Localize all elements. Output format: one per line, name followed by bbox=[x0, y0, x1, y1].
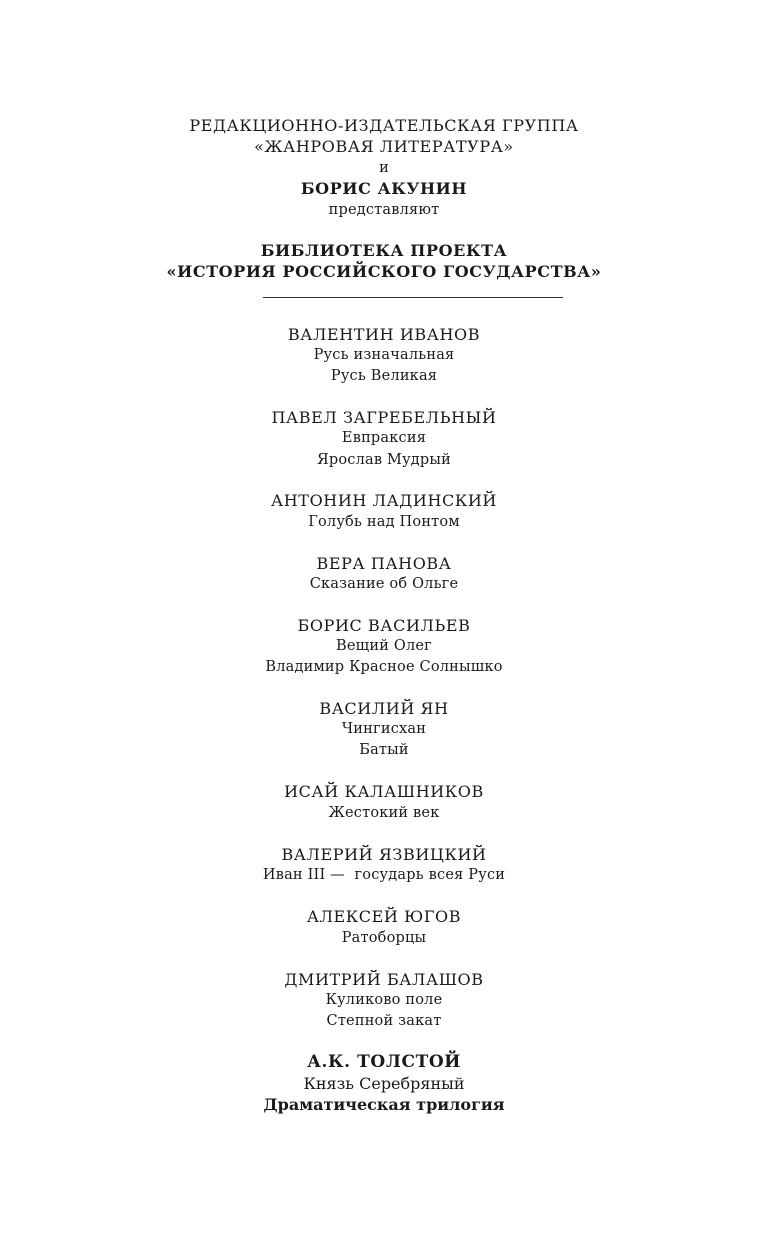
divider-rule bbox=[263, 297, 563, 298]
book-title: Ярослав Мудрый bbox=[316, 452, 452, 468]
book-title: Куликово поле bbox=[325, 992, 443, 1008]
book-title: Евпраксия bbox=[341, 430, 427, 446]
author-name: ДМИТРИЙ БАЛАШОВ bbox=[284, 970, 484, 989]
book-title: Степной закат bbox=[326, 1013, 442, 1029]
publisher-name-line2: «ЖАНРОВАЯ ЛИТЕРАТУРА» bbox=[254, 137, 514, 156]
author-name: БОРИС ВАСИЛЬЕВ bbox=[297, 616, 471, 635]
author-name: ВАЛЕРИЙ ЯЗВИЦКИЙ bbox=[281, 845, 487, 864]
featured-book-subtitle: Драматическая трилогия bbox=[263, 1095, 505, 1114]
library-title-line1: БИБЛИОТЕКА ПРОЕКТА bbox=[260, 241, 508, 260]
author-name: ВАСИЛИЙ ЯН bbox=[319, 699, 449, 718]
book-title: Ратоборцы bbox=[341, 930, 427, 946]
book-title: Русь Великая bbox=[330, 368, 438, 384]
author-name: АНТОНИН ЛАДИНСКИЙ bbox=[271, 491, 497, 510]
book-title: Иван III — государь всея Руси bbox=[262, 867, 506, 883]
book-title: Сказание об Ольге bbox=[309, 576, 459, 592]
book-title: Голубь над Понтом bbox=[308, 514, 460, 530]
book-title: Жестокий век bbox=[328, 805, 440, 821]
book-title: Вещий Олег bbox=[336, 638, 432, 654]
presenter-name: БОРИС АКУНИН bbox=[300, 179, 468, 198]
library-title-line2: «ИСТОРИЯ РОССИЙСКОГО ГОСУДАРСТВА» bbox=[166, 262, 602, 281]
featured-book-title: Князь Серебряный bbox=[303, 1074, 465, 1093]
book-title: Чингисхан bbox=[341, 721, 427, 737]
author-name: ВАЛЕНТИН ИВАНОВ bbox=[287, 325, 481, 344]
book-title: Владимир Красное Солнышко bbox=[265, 659, 503, 675]
author-name: АЛЕКСЕЙ ЮГОВ bbox=[306, 907, 462, 926]
featured-author-name: А.К. ТОЛСТОЙ bbox=[307, 1052, 461, 1072]
presents-verb: представляют bbox=[328, 202, 440, 218]
author-name: ВЕРА ПАНОВА bbox=[316, 554, 452, 573]
conjunction: и bbox=[379, 160, 389, 176]
book-title: Русь изначальная bbox=[313, 347, 455, 363]
author-name: ИСАЙ КАЛАШНИКОВ bbox=[284, 782, 484, 801]
publisher-name-line1: РЕДАКЦИОННО-ИЗДАТЕЛЬСКАЯ ГРУППА bbox=[189, 116, 579, 135]
author-name: ПАВЕЛ ЗАГРЕБЕЛЬНЫЙ bbox=[271, 408, 497, 427]
book-title: Батый bbox=[359, 742, 409, 758]
